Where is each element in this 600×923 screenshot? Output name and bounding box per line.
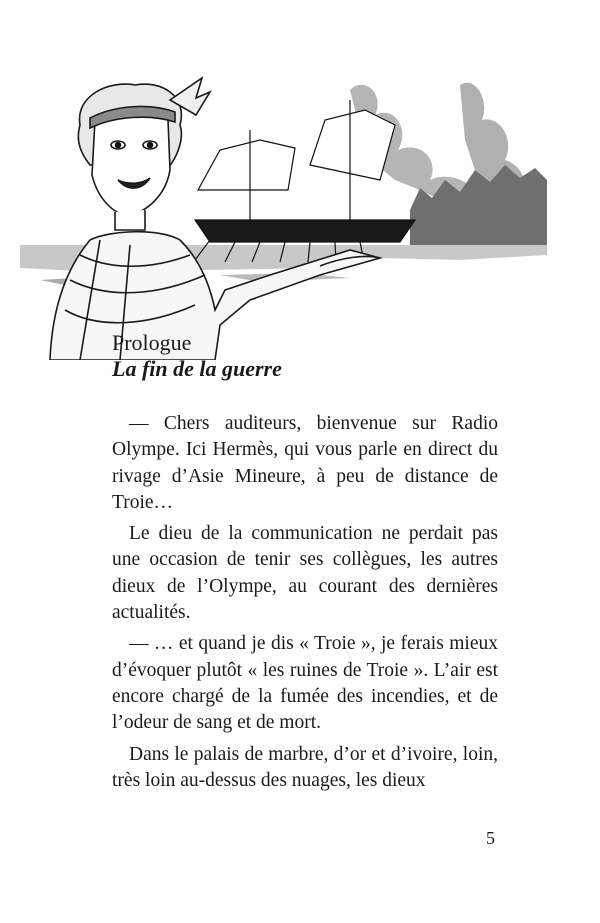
page-number: 5 <box>486 828 495 848</box>
chapter-subtitle: La fin de la guerre <box>112 356 282 381</box>
hermes-illustration <box>20 70 550 360</box>
paragraph: Dans le palais de marbre, d’or et d’ivoire, loin, très loin au-dessus des nuages, les dieux <box>112 743 498 791</box>
paragraph: Le dieu de la communication ne perdait pas une occasion de tenir ses collègues, les autres dieux de l’Olympe, au courant des dernières actualités. <box>112 523 498 624</box>
paragraph: — Chers auditeurs, bienvenue sur Radio Olympe. Ici Hermès, qui vous parle en direct du rivage d’Asie Mineure, à peu de distance de Troie… <box>112 413 498 513</box>
paragraph: — … et quand je dis « Troie », je ferais mieux d’évoquer plutôt « les ruines de Troie ». L’air est encore chargé de la fumée des incendies, et de l’odeur de sang et de mort. <box>112 633 498 734</box>
body-text <box>112 411 498 799</box>
chapter-heading <box>112 330 512 382</box>
hermes-and-ships-icon <box>20 70 550 360</box>
chapter-title: Prologue <box>112 330 192 355</box>
ships <box>195 100 415 262</box>
